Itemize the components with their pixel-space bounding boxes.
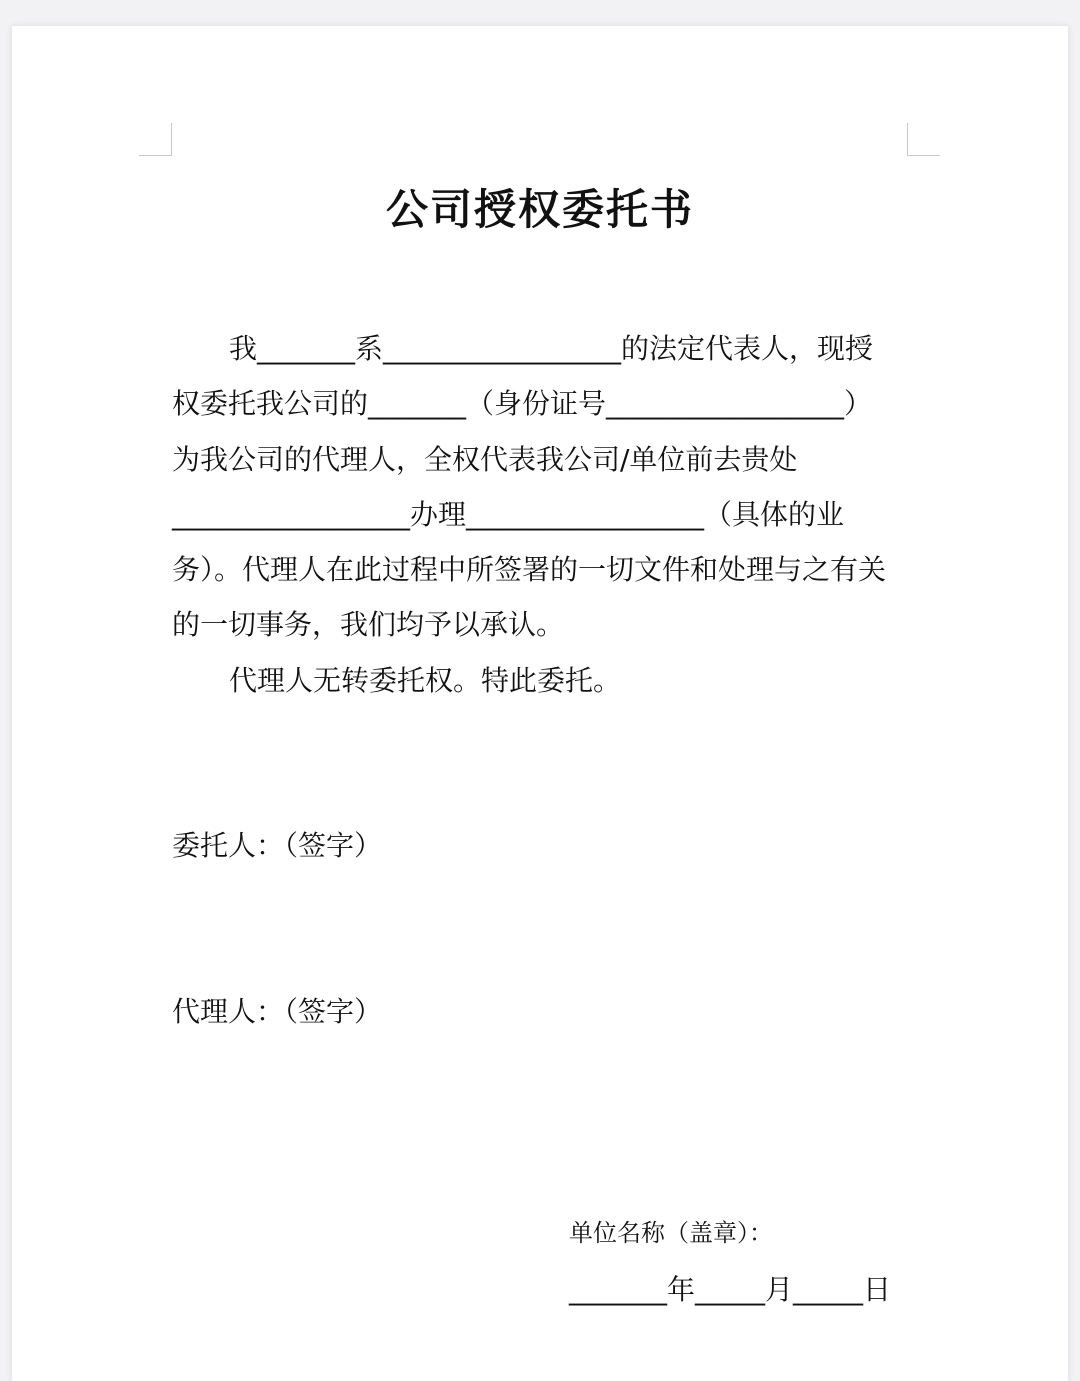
body-line-3: 为我公司的代理人，全权代表我公司/单位前去贵处 xyxy=(172,443,798,476)
body-line-7: 代理人无转委托权。特此委托。 xyxy=(229,664,622,697)
agent-signature-label: 代理人：（签字） xyxy=(172,995,383,1028)
margin-corner-mark-top-left xyxy=(139,123,172,156)
unit-name-seal-label: 单位名称（盖章）： xyxy=(569,1219,773,1247)
body-line-1: 我_______系_________________的法定代表人，现授 xyxy=(229,332,874,365)
body-line-6: 的一切事务，我们均予以承认。 xyxy=(172,608,565,641)
date-line: _______年_____月_____日 xyxy=(569,1273,892,1306)
margin-corner-mark-top-right xyxy=(907,123,940,156)
body-line-5: 务）。代理人在此过程中所签署的一切文件和处理与之有关 xyxy=(172,553,887,586)
body-line-2: 权委托我公司的_______（身份证号_________________） xyxy=(172,387,873,420)
document-title: 公司授权委托书 xyxy=(385,185,694,234)
principal-signature-label: 委托人：（签字） xyxy=(172,829,383,862)
body-line-4: _________________办理_________________（具体的业 xyxy=(172,498,845,531)
